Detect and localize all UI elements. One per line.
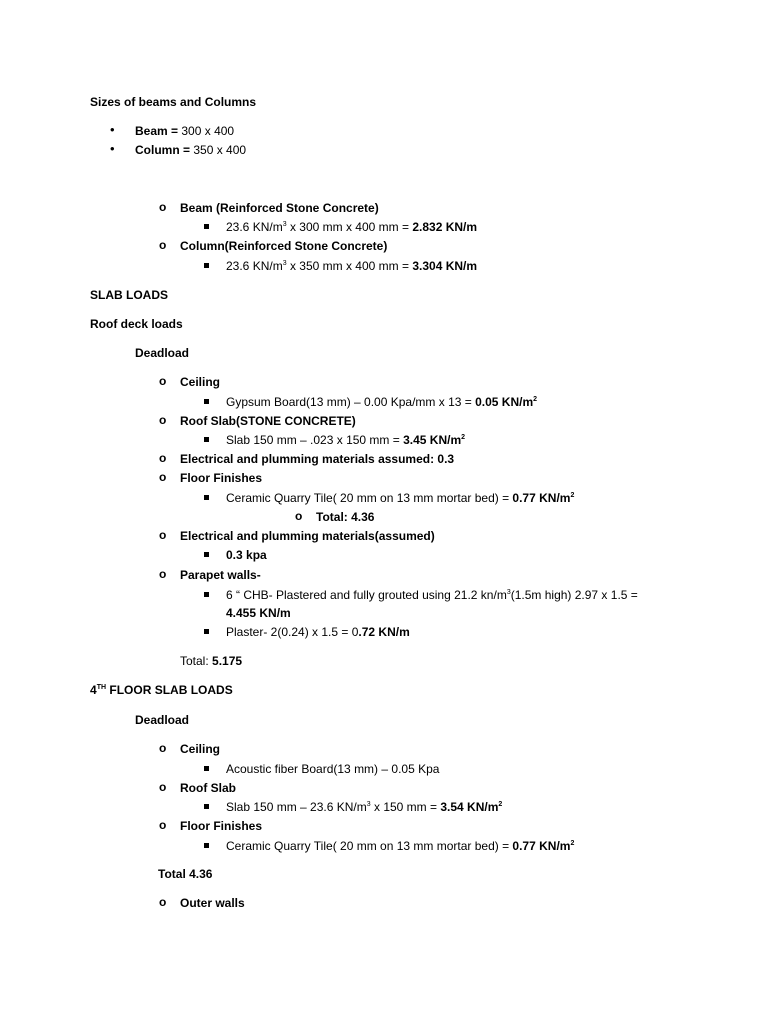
list-item-roof-slab-stone: o Roof Slab(STONE CONCRETE) bbox=[180, 414, 356, 428]
slab-calc-result bbox=[403, 433, 465, 447]
ceramic-text-2: Ceramic Quarry Tile( 20 mm on 13 mm mortar bed) = bbox=[226, 839, 510, 853]
list-item-floor-finishes-2: o Floor Finishes bbox=[180, 819, 262, 833]
fourth-num: 4 bbox=[90, 683, 97, 697]
superscript: 3 bbox=[282, 221, 287, 228]
column-calc-result: 3.304 KN/m bbox=[412, 259, 478, 273]
total-label: Total: bbox=[180, 654, 209, 668]
list-item-ceramic-2 bbox=[226, 839, 574, 853]
chb-text-2: (1.5m high) 2.97 x 1.5 = bbox=[510, 588, 638, 602]
list-item-electrical-assumed: o Electrical and plumming materials assumed: 0.3 bbox=[180, 452, 454, 466]
list-item-acoustic: Acoustic fiber Board(13 mm) – 0.05 Kpa bbox=[226, 762, 440, 776]
slab2-text: Slab 150 mm – 23.6 KN/m bbox=[226, 800, 367, 814]
list-item-slab-calc bbox=[226, 433, 465, 447]
gypsum-text: Gypsum Board(13 mm) – 0.00 Kpa/mm x 13 = bbox=[226, 395, 472, 409]
fourth-sup: TH bbox=[96, 684, 107, 691]
heading-sizes: Sizes of beams and Columns bbox=[90, 95, 257, 109]
list-item-plaster bbox=[226, 625, 410, 639]
beam-value: 300 x 400 bbox=[181, 124, 235, 138]
column-calc-text: 23.6 KN/m bbox=[226, 259, 283, 273]
column-calc-text-2: x 350 mm x 400 mm = bbox=[289, 259, 409, 273]
total-value: 5.175 bbox=[212, 654, 243, 668]
total-436-b: Total 4.36 bbox=[158, 867, 213, 881]
slab-calc-text: Slab 150 mm – .023 x 150 mm = bbox=[226, 433, 400, 447]
gypsum-result-text: 0.05 KN/m bbox=[475, 395, 534, 409]
chb-text: 6 “ CHB- Plastered and fully grouted using 21.2 kn/m bbox=[226, 588, 507, 602]
list-item-gypsum bbox=[226, 395, 537, 409]
column-value: 350 x 400 bbox=[193, 143, 247, 157]
slab-calc-result-text: 3.45 KN/m bbox=[403, 433, 462, 447]
list-item-electrical-assumed-2: o Electrical and plumming materials(assumed) bbox=[180, 529, 435, 543]
slab2-result-text: 3.54 KN/m bbox=[440, 800, 499, 814]
ceramic-result-text: 0.77 KN/m bbox=[512, 491, 571, 505]
total-line bbox=[180, 654, 242, 668]
gypsum-result bbox=[475, 395, 537, 409]
heading-roof-deck-loads: Roof deck loads bbox=[90, 317, 183, 331]
list-item-ceiling-2: o Ceiling bbox=[180, 742, 220, 756]
list-item-ceiling: o Ceiling bbox=[180, 375, 220, 389]
list-item-roof-slab: o Roof Slab bbox=[180, 781, 236, 795]
beam-calc-result: 2.832 KN/m bbox=[412, 220, 478, 234]
chb-result: 4.455 KN/m bbox=[226, 606, 291, 620]
ceramic-result-2 bbox=[512, 839, 574, 853]
list-item-column-rsc: o Column(Reinforced Stone Concrete) bbox=[180, 239, 387, 253]
heading-slab-loads: SLAB LOADS bbox=[90, 288, 168, 302]
list-item-column bbox=[135, 143, 246, 157]
heading-deadload-2: Deadload bbox=[135, 713, 190, 727]
list-item-column-calc bbox=[226, 259, 477, 273]
list-item-floor-finishes: o Floor Finishes bbox=[180, 471, 262, 485]
superscript: 2 bbox=[498, 801, 503, 808]
list-item-chb bbox=[226, 588, 638, 602]
fourth-rest: FLOOR SLAB LOADS bbox=[109, 683, 233, 697]
list-item-outer-walls: o Outer walls bbox=[180, 896, 245, 910]
list-item-beam-calc bbox=[226, 220, 477, 234]
list-item-beam bbox=[135, 124, 234, 138]
beam-calc-text: 23.6 KN/m bbox=[226, 220, 283, 234]
list-item-kpa: 0.3 kpa bbox=[226, 548, 267, 562]
superscript: 2 bbox=[570, 492, 575, 499]
slab2-result bbox=[440, 800, 502, 814]
superscript: 2 bbox=[461, 434, 466, 441]
list-item-parapet: o Parapet walls- bbox=[180, 568, 261, 582]
ceramic-result-text-2: 0.77 KN/m bbox=[512, 839, 571, 853]
superscript: 3 bbox=[506, 589, 511, 596]
ceramic-text: Ceramic Quarry Tile( 20 mm on 13 mm mortar bed) = bbox=[226, 491, 510, 505]
beam-calc-text-2: x 300 mm x 400 mm = bbox=[289, 220, 409, 234]
beam-label: Beam = bbox=[135, 124, 179, 138]
superscript: 3 bbox=[282, 260, 287, 267]
list-item-beam-rsc: o Beam (Reinforced Stone Concrete) bbox=[180, 201, 379, 215]
list-item-ceramic bbox=[226, 491, 574, 505]
plaster-result: .72 KN/m bbox=[358, 625, 410, 639]
heading-deadload: Deadload bbox=[135, 346, 190, 360]
list-item-total-436: o Total: 4.36 bbox=[316, 510, 374, 524]
plaster-text: Plaster- 2(0.24) x 1.5 = 0 bbox=[226, 625, 359, 639]
slab2-text-2: x 150 mm = bbox=[373, 800, 438, 814]
list-item-slab2 bbox=[226, 800, 502, 814]
superscript: 3 bbox=[366, 801, 371, 808]
ceramic-result bbox=[512, 491, 574, 505]
heading-4th-floor bbox=[90, 683, 233, 697]
column-label: Column = bbox=[135, 143, 191, 157]
superscript: 2 bbox=[533, 396, 538, 403]
superscript: 2 bbox=[570, 840, 575, 847]
